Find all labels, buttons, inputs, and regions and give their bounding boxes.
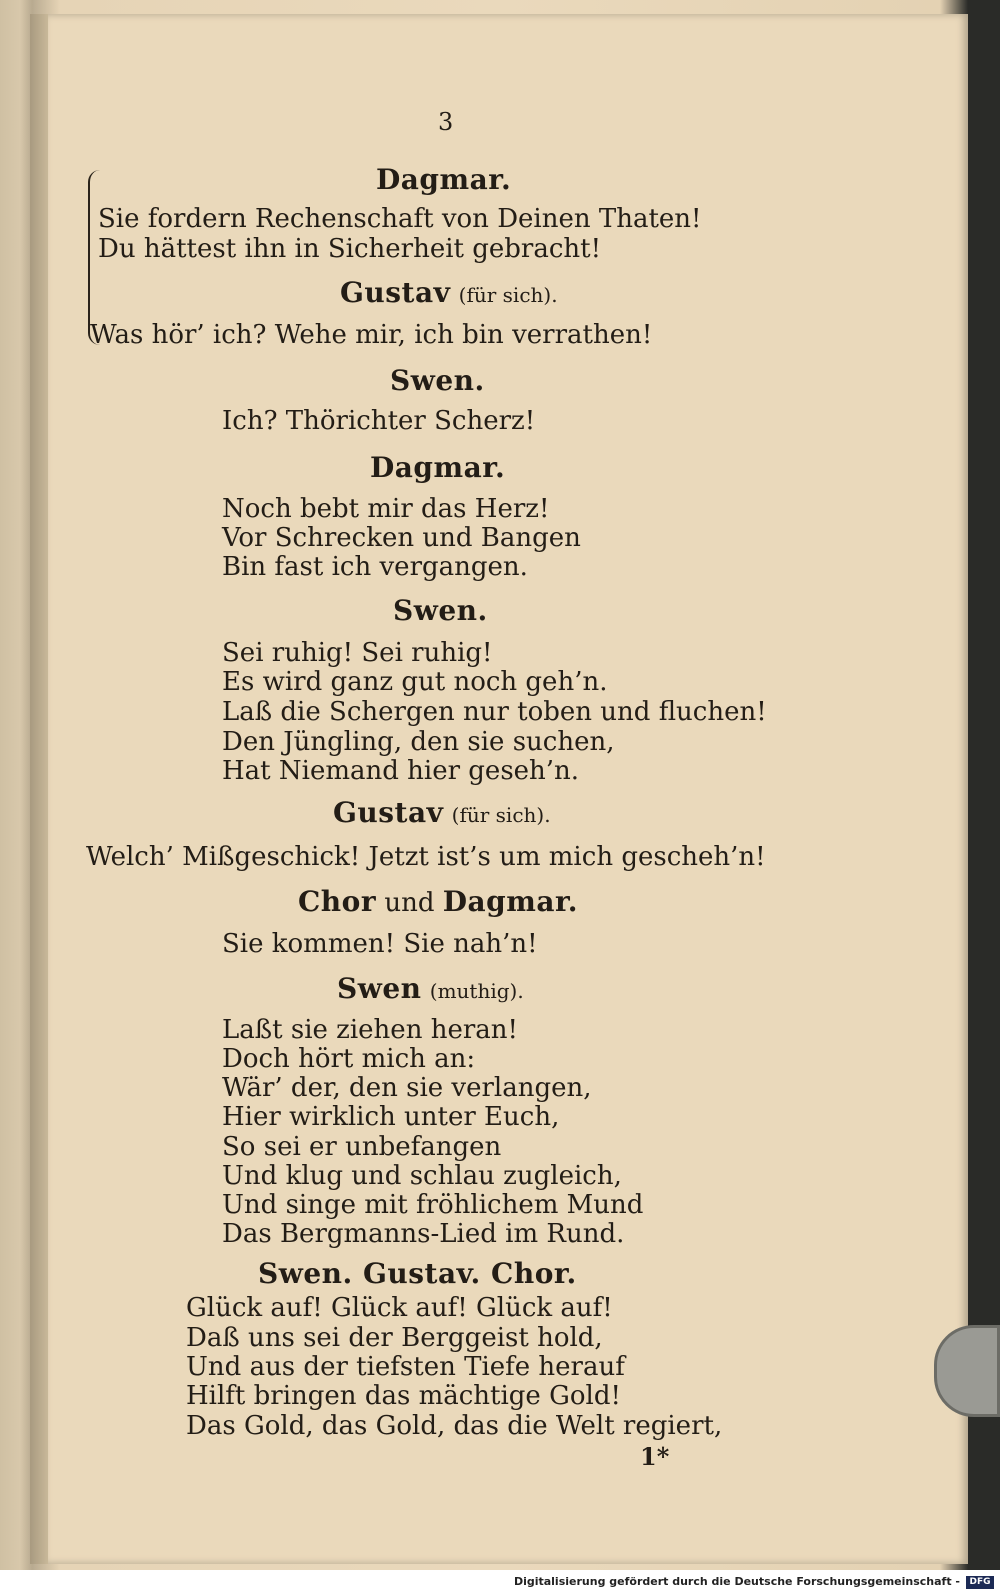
speaker-swen-gustav-chor: Swen. Gustav. Chor.	[258, 1257, 577, 1290]
signature-mark: 1*	[640, 1442, 670, 1471]
verse-line: Sie fordern Rechenschaft von Deinen Thaten!	[98, 204, 702, 234]
speaker-name: Gustav	[333, 796, 444, 829]
footer-bar	[0, 1570, 1000, 1595]
verse-line: Sie kommen! Sie nah’n!	[222, 929, 538, 959]
dfg-logo: DFG	[966, 1576, 994, 1589]
book-spine	[30, 14, 48, 1564]
verse-line: Vor Schrecken und Bangen	[222, 523, 581, 553]
page-number: 3	[438, 108, 454, 136]
verse-line: Hier wirklich unter Euch,	[222, 1102, 560, 1132]
verse-line: Bin fast ich vergangen.	[222, 552, 528, 582]
verse-line: Glück auf! Glück auf! Glück auf!	[186, 1293, 613, 1323]
speaker-name: Swen	[337, 972, 422, 1005]
conjunction: und	[384, 888, 435, 918]
verse-line: Doch hört mich an:	[222, 1044, 476, 1074]
verse-line: Welch’ Mißgeschick! Jetzt ist’s um mich gescheh’n!	[86, 842, 766, 872]
verse-line: So sei er unbefangen	[222, 1132, 502, 1162]
speaker-swen: Swen.	[390, 364, 485, 397]
speaker-gustav	[333, 798, 551, 830]
verse-line: Das Bergmanns-Lied im Rund.	[222, 1219, 625, 1249]
verse-line: Den Jüngling, den sie suchen,	[222, 727, 615, 757]
speaker-swen	[337, 974, 524, 1006]
stage-direction: (muthig).	[429, 979, 524, 1003]
speaker-name: Chor	[298, 885, 377, 918]
speaker-dagmar: Dagmar.	[376, 163, 512, 196]
verse-line: Daß uns sei der Berggeist hold,	[186, 1323, 603, 1353]
speaker-name: Gustav	[340, 276, 451, 309]
stage-direction: (für sich).	[451, 803, 551, 827]
speaker-gustav	[340, 278, 558, 310]
speaker-name: Dagmar.	[442, 885, 578, 918]
verse-line: Hat Niemand hier geseh’n.	[222, 756, 580, 786]
footer-credit: Digitalisierung gefördert durch die Deutsche Forschungsgemeinschaft -	[513, 1575, 960, 1588]
stage-direction: (für sich).	[458, 283, 558, 307]
speaker-swen: Swen.	[393, 594, 488, 627]
verse-line: Was hör’ ich? Wehe mir, ich bin verrathen!	[90, 320, 653, 350]
verse-line: Sei ruhig! Sei ruhig!	[222, 638, 493, 668]
verse-line: Laßt sie ziehen heran!	[222, 1015, 518, 1045]
verse-line: Das Gold, das Gold, das die Welt regiert,	[186, 1411, 723, 1441]
verse-line: Noch bebt mir das Herz!	[222, 494, 550, 524]
speaker-chor-dagmar	[298, 887, 578, 918]
verse-line: Hilft bringen das mächtige Gold!	[186, 1381, 621, 1411]
verse-line: Und klug und schlau zugleich,	[222, 1161, 622, 1191]
verse-line: Laß die Schergen nur toben und fluchen!	[222, 697, 767, 727]
verse-line: Du hättest ihn in Sicherheit gebracht!	[98, 234, 602, 264]
speaker-dagmar: Dagmar.	[370, 451, 506, 484]
verse-line: Ich? Thörichter Scherz!	[222, 406, 536, 436]
verse-line: Und aus der tiefsten Tiefe herauf	[186, 1352, 625, 1382]
thumb-clip	[934, 1325, 1000, 1417]
verse-line: Es wird ganz gut noch geh’n.	[222, 667, 608, 697]
verse-line: Wär’ der, den sie verlangen,	[222, 1073, 592, 1103]
verse-line: Und singe mit fröhlichem Mund	[222, 1190, 644, 1220]
